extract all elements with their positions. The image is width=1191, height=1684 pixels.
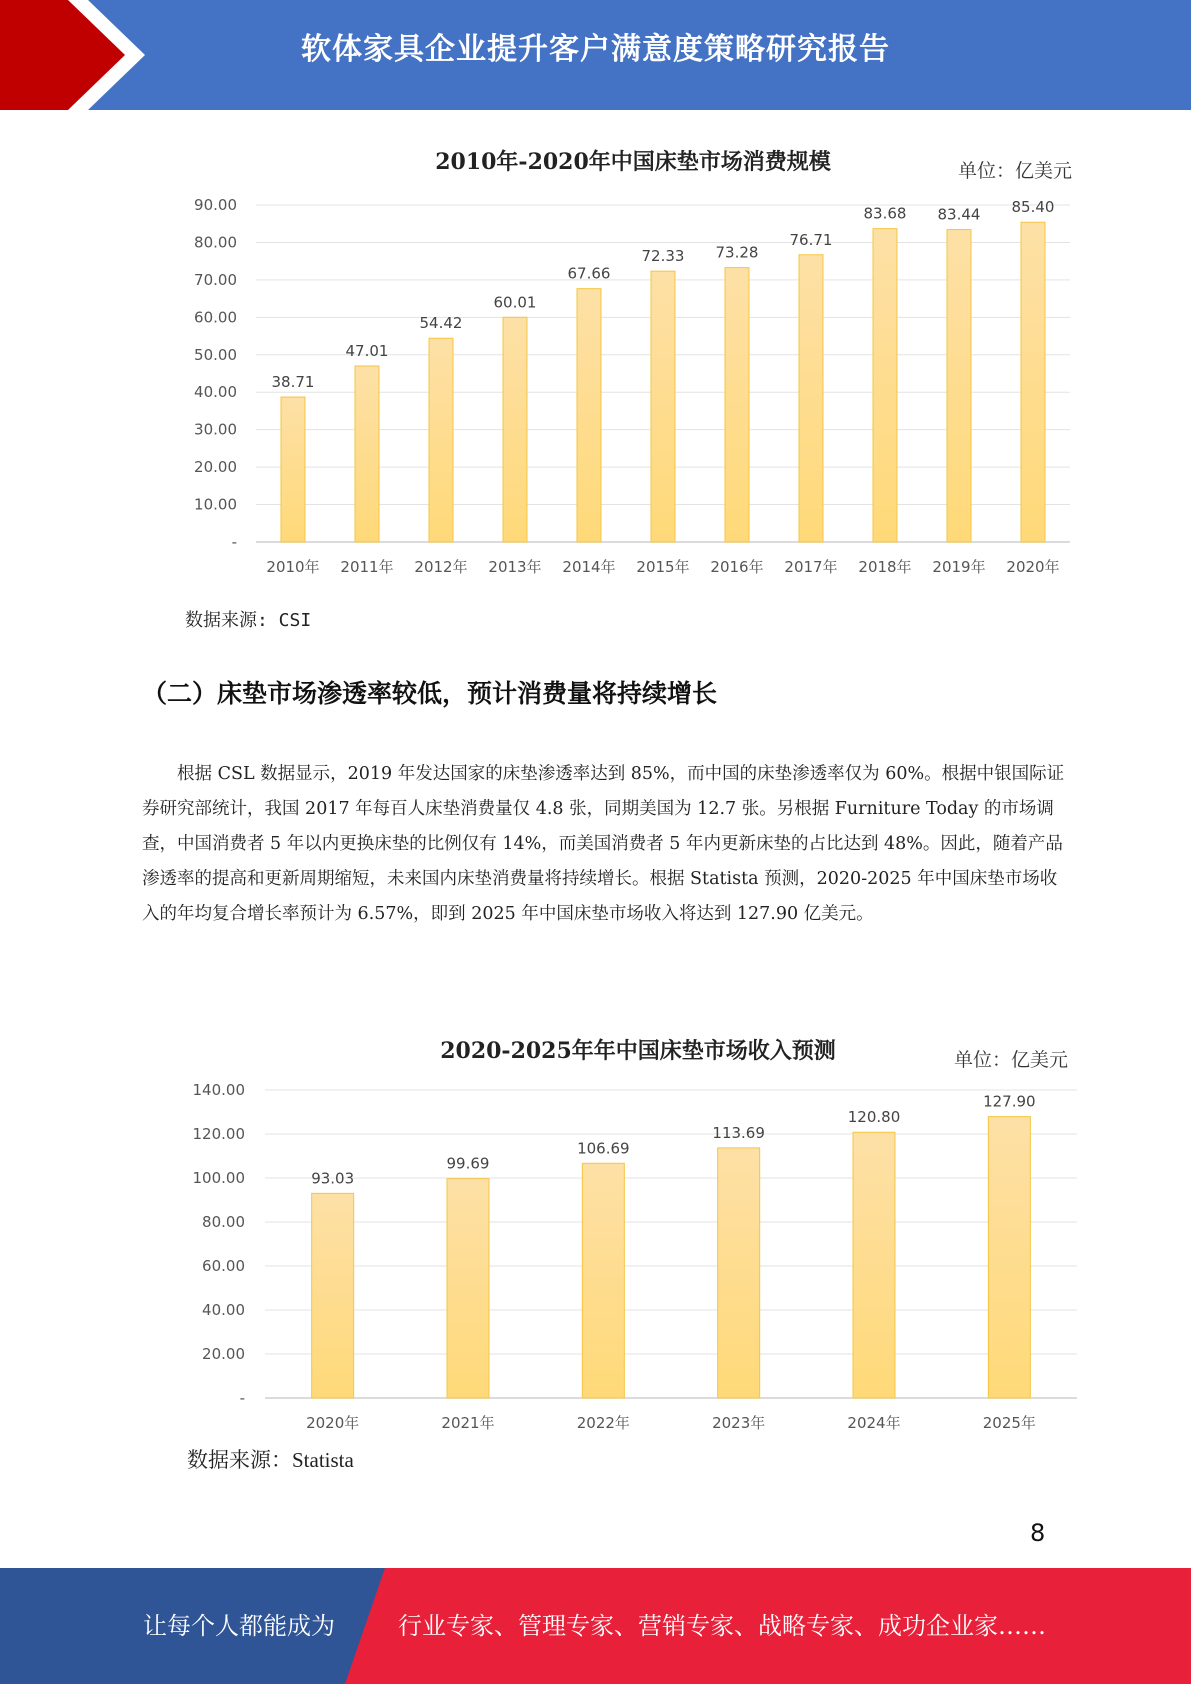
page-number: 8 — [1030, 1519, 1046, 1547]
data-label: 106.69 — [577, 1139, 630, 1158]
x-tick-label: 2015年 — [636, 558, 690, 576]
bar — [429, 338, 453, 542]
footer-slogan-right: 行业专家、管理专家、营销专家、战略专家、成功企业家…… — [398, 1612, 1046, 1640]
x-tick-label: 2019年 — [932, 558, 986, 576]
x-tick-label: 2013年 — [488, 558, 542, 576]
data-label: 113.69 — [712, 1123, 765, 1142]
data-label: 67.66 — [567, 264, 611, 283]
x-tick-label: 2024年 — [847, 1414, 901, 1432]
chart-revenue-forecast — [0, 1020, 1191, 1440]
data-label: 83.68 — [863, 204, 907, 223]
data-label: 93.03 — [311, 1169, 355, 1188]
chart-2-svg — [0, 1020, 1191, 1440]
data-label: 76.71 — [789, 230, 833, 249]
bar — [281, 397, 305, 542]
y-tick-label: 100.00 — [192, 1169, 245, 1187]
data-label: 60.01 — [493, 293, 537, 312]
bar — [799, 255, 823, 542]
data-label: 120.80 — [847, 1108, 901, 1127]
body-paragraph: 根据 CSL 数据显示，2019 年发达国家的床垫渗透率达到 85%，而中国的床垫渗透率仅为 60%。根据中银国际证券研究部统计，我国 2017 年每百人床垫消费量仅 4.8 张，同期美国为 12.7 张。另根据 Furniture Today 的市场调查，中国消费者 5 年以内更换床垫的比例仅有 14%，而美国消费者 5 年内更新床垫的占比达到 48%。因此，随着产品渗透率的提高和更新周期缩短，未来国内床垫消费量将持续增长。根据 Statista 预测，2020-2025 年中国床垫市场收入的年均复合增长率预计为 6.57%，即到 2025 年中国床垫市场收入将达到 127.90 亿美元。 — [142, 764, 1065, 924]
page-header — [0, 0, 1191, 110]
chart-consumption-scale — [0, 130, 1191, 590]
x-tick-label: 2025年 — [982, 1414, 1036, 1432]
y-tick-label: 20.00 — [202, 1345, 245, 1363]
bar — [582, 1163, 624, 1398]
x-tick-label: 2012年 — [414, 558, 468, 576]
report-title: 软体家具企业提升客户满意度策略研究报告 — [301, 32, 890, 67]
y-tick-label: 40.00 — [194, 383, 237, 402]
x-tick-label: 2014年 — [562, 558, 616, 576]
y-tick-label: 10.00 — [194, 495, 237, 514]
x-tick-label: 2016年 — [710, 558, 764, 576]
data-label: 99.69 — [446, 1154, 490, 1173]
bar — [355, 366, 379, 542]
data-label: 73.28 — [715, 243, 759, 262]
y-tick-label: 80.00 — [202, 1213, 245, 1231]
bar — [503, 317, 527, 542]
x-tick-label: 2017年 — [784, 558, 838, 576]
data-label: 38.71 — [271, 373, 315, 392]
data-label: 85.40 — [1011, 198, 1055, 217]
bar — [312, 1193, 354, 1398]
bar — [651, 271, 675, 542]
y-tick-label: 90.00 — [194, 196, 237, 214]
y-tick-label: 40.00 — [202, 1301, 245, 1319]
bar — [718, 1148, 760, 1398]
y-tick-label: - — [239, 1389, 245, 1407]
data-label: 127.90 — [983, 1092, 1036, 1111]
chart-title: 2010年-2020年中国床垫市场消费规模 — [435, 149, 831, 175]
bar — [447, 1179, 489, 1398]
data-label: 72.33 — [641, 247, 685, 266]
y-tick-label: 60.00 — [194, 308, 237, 327]
x-tick-label: 2022年 — [576, 1414, 630, 1432]
y-tick-label: 70.00 — [194, 270, 237, 289]
y-tick-label: 120.00 — [192, 1125, 245, 1143]
y-tick-label: 30.00 — [194, 420, 237, 439]
x-tick-label: 2020年 — [1006, 558, 1060, 576]
data-label: 54.42 — [419, 314, 463, 333]
bar — [725, 268, 749, 542]
footer-slogan-left: 让每个人都能成为 — [143, 1612, 335, 1640]
y-tick-label: 50.00 — [194, 345, 237, 364]
x-tick-label: 2023年 — [712, 1414, 766, 1432]
data-source-csi: 数据来源: CSI — [185, 610, 312, 631]
y-tick-label: 60.00 — [202, 1257, 245, 1275]
bar — [988, 1117, 1030, 1398]
bar — [1021, 222, 1045, 542]
x-tick-label: 2020年 — [306, 1414, 360, 1432]
chart-unit-label: 单位：亿美元 — [957, 160, 1072, 182]
y-tick-label: 140.00 — [192, 1081, 245, 1099]
page-footer — [0, 1568, 1191, 1684]
y-tick-label: 80.00 — [194, 233, 237, 252]
bar — [947, 230, 971, 542]
chart-unit-label: 单位：亿美元 — [953, 1049, 1068, 1071]
y-tick-label: 20.00 — [194, 458, 237, 477]
chart-1-svg — [0, 130, 1191, 590]
bar — [577, 289, 601, 542]
x-tick-label: 2011年 — [340, 558, 394, 576]
y-tick-label: - — [231, 533, 237, 551]
data-source-statista: 数据来源：Statista — [187, 1448, 354, 1472]
bar — [853, 1132, 895, 1398]
section-heading: （二）床垫市场渗透率较低，预计消费量将持续增长 — [142, 679, 718, 708]
x-tick-label: 2010年 — [266, 558, 320, 576]
bar — [873, 229, 897, 542]
x-tick-label: 2018年 — [858, 558, 912, 576]
data-label: 47.01 — [345, 341, 389, 360]
chart-title: 2020-2025年年中国床垫市场收入预测 — [440, 1038, 836, 1064]
x-tick-label: 2021年 — [441, 1414, 495, 1432]
data-label: 83.44 — [937, 205, 981, 224]
